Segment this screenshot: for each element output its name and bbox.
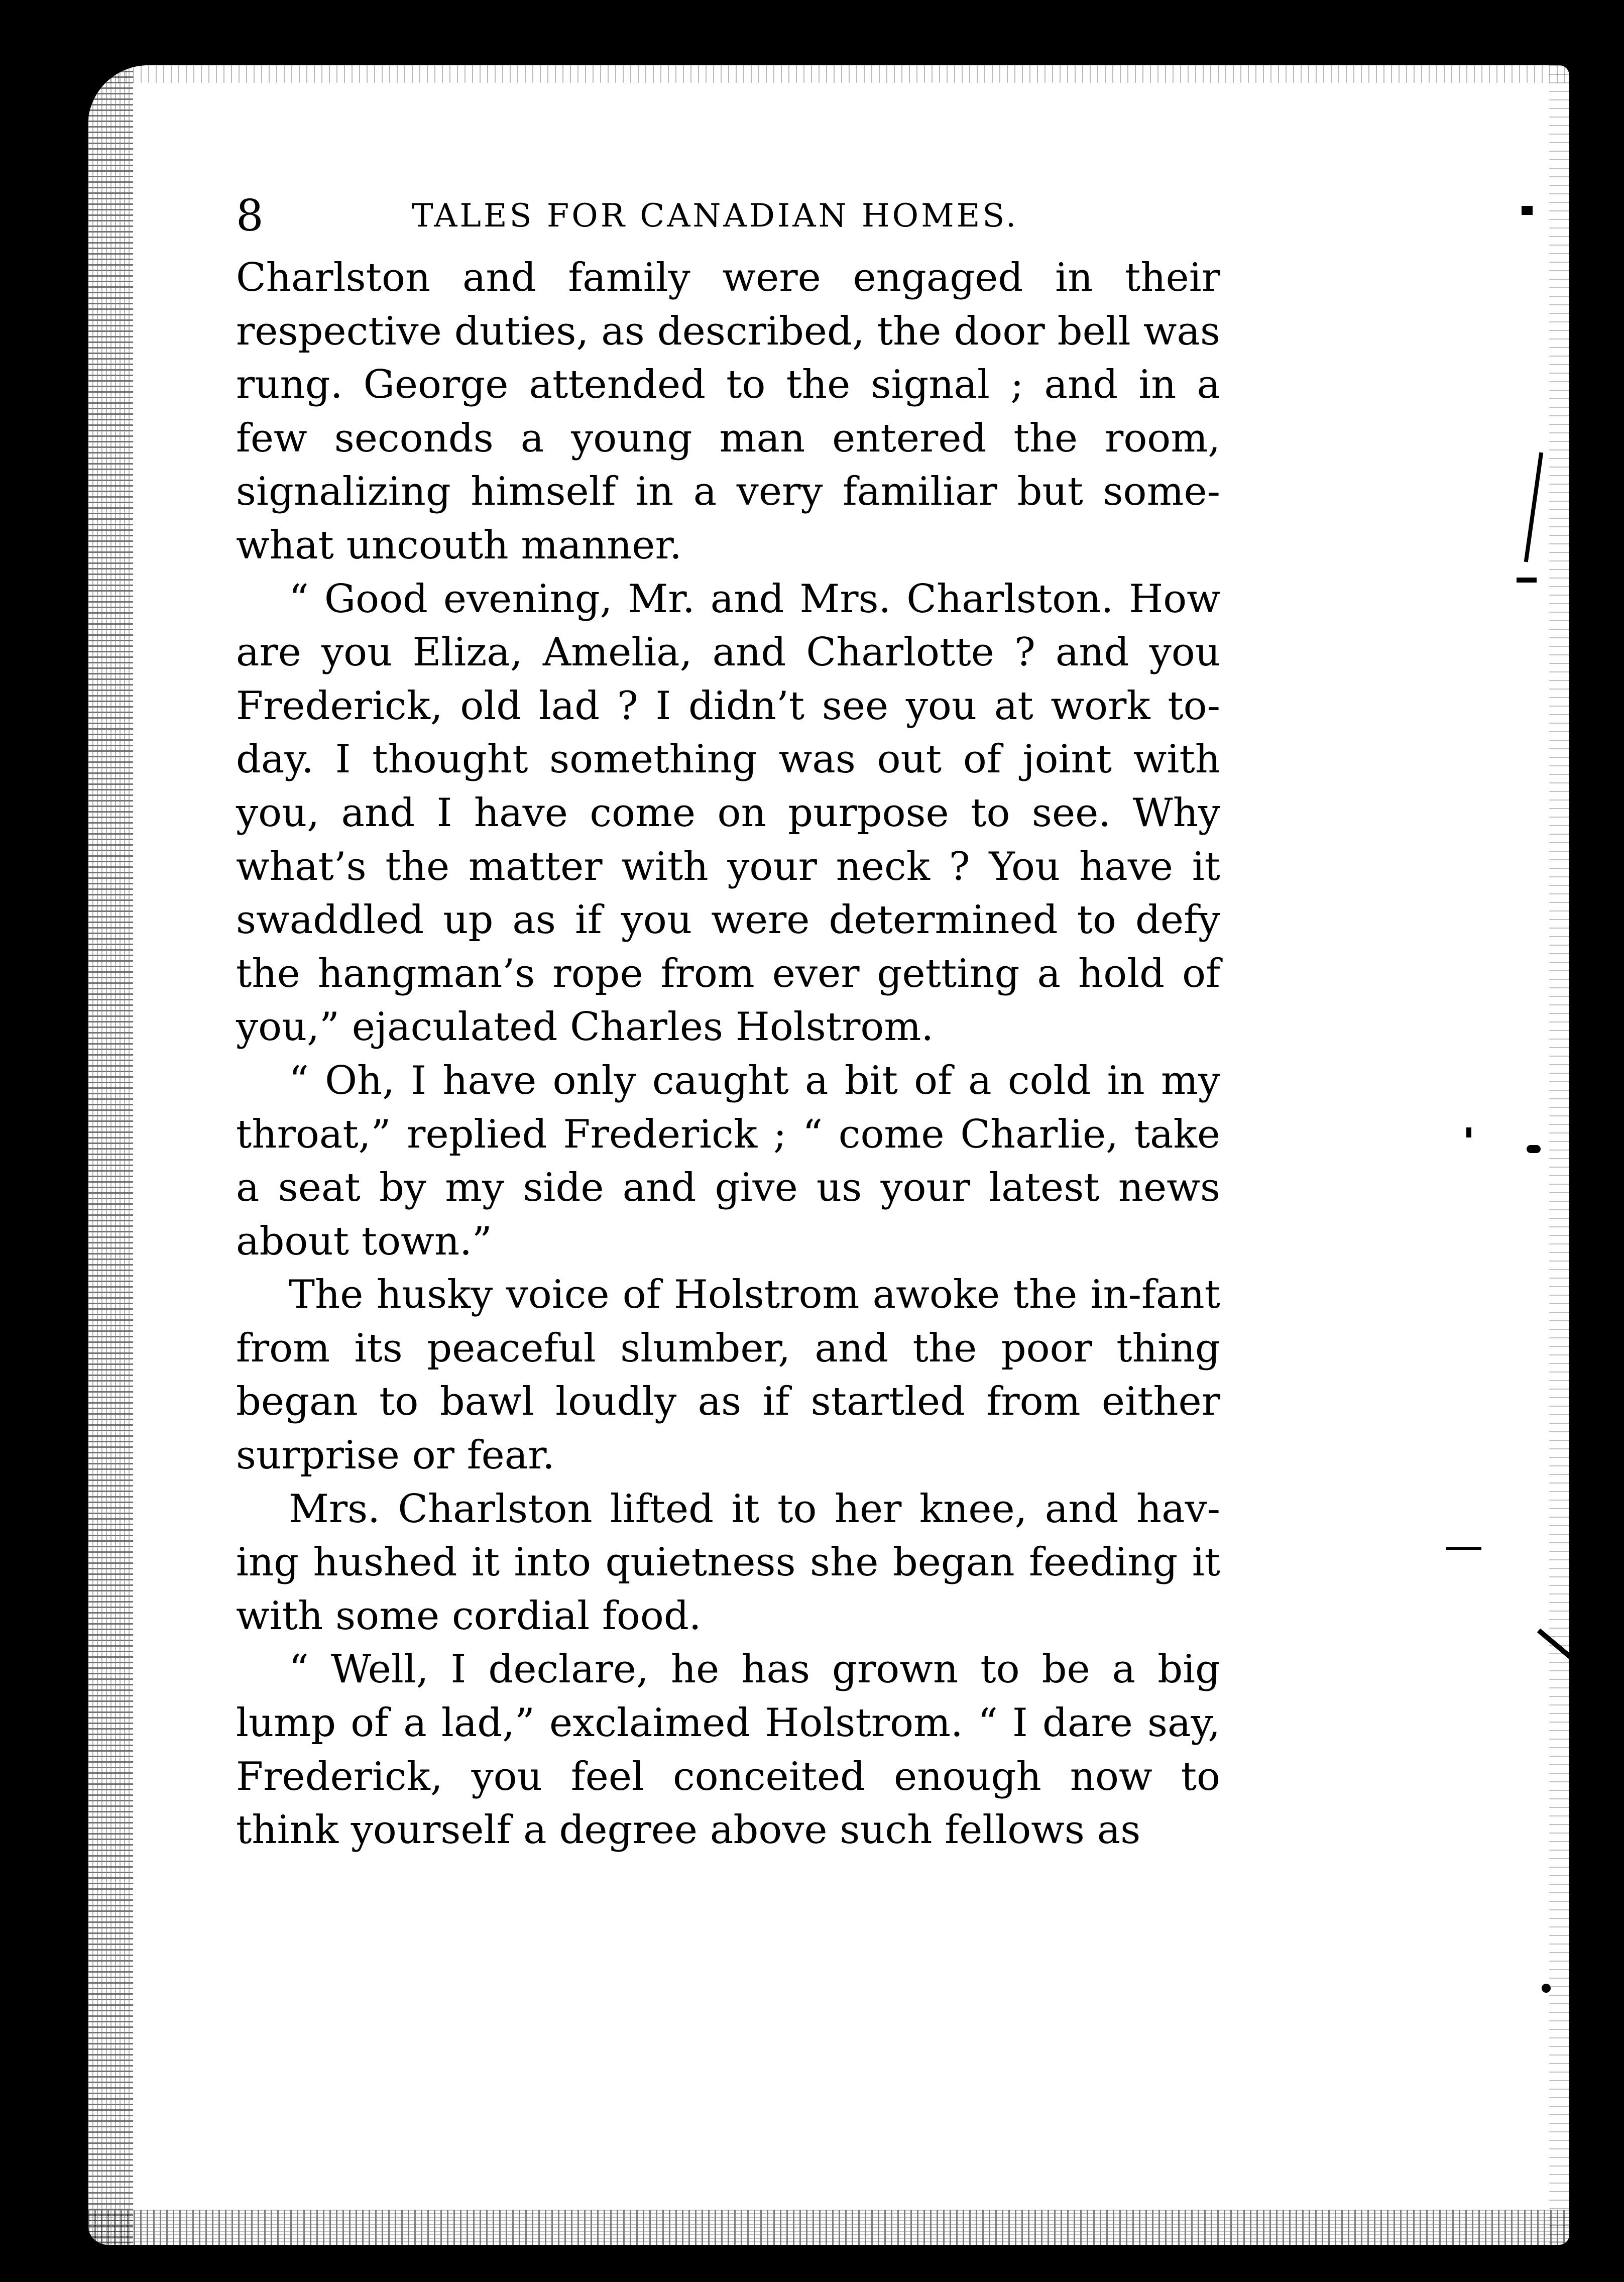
scan-speck — [1527, 1145, 1541, 1153]
scan-speck — [1522, 206, 1533, 215]
scan-speck — [1517, 578, 1537, 583]
scan-speck — [1542, 1984, 1551, 1993]
page-header — [236, 183, 1220, 249]
page-edge-top — [88, 65, 1569, 83]
paragraph-4: The husky voice of Holstrom awoke the in-fant from its peaceful slumber, and the poor thing began to bawl loudly as if startled from either surprise or fear. — [236, 1272, 1220, 1478]
paragraph-1: Charlston and family were engaged in their respective duties, as described, the door bell was rung. George attended to the signal ; and in a few seconds a young man entered the room, signalizing himself in a very familiar but some-what uncouth manner. — [236, 255, 1220, 568]
scan-speck — [1446, 1547, 1481, 1550]
paragraph-3: “ Oh, I have only caught a bit of a cold in my throat,” replied Frederick ; “ come Charlie, take a seat by my side and give us your latest news about town.” — [236, 1058, 1220, 1264]
paragraph-2: “ Good evening, Mr. and Mrs. Charlston. How are you Eliza, Amelia, and Charlotte ? and you Frederick, old lad ? I didn’t see you at work to-day. I thought something was out of joint with you, and I have come on purpose to see. Why what’s the matter with your neck ? You have it swaddled up as if you were determined to defy the hangman’s rope from ever getting a hold of you,” ejaculated Charles Holstrom. — [236, 576, 1220, 1050]
body-text — [236, 251, 1220, 1857]
running-title: TALES FOR CANADIAN HOMES. — [412, 197, 1019, 235]
page-edge-bottom — [88, 2210, 1569, 2245]
paragraph-6: “ Well, I declare, he has grown to be a big lump of a lad,” exclaimed Holstrom. “ I dare say, Frederick, you feel conceited enough now to think yourself a degree above such fellows as — [236, 1647, 1220, 1853]
scan-speck — [1466, 1127, 1471, 1137]
page-number: 8 — [236, 191, 264, 241]
page-edge-right — [1549, 65, 1569, 2245]
paragraph-5: Mrs. Charlston lifted it to her knee, and hav-ing hushed it into quietness she began feeding it with some cordial food. — [236, 1486, 1220, 1639]
page-edge-left — [88, 65, 133, 2245]
